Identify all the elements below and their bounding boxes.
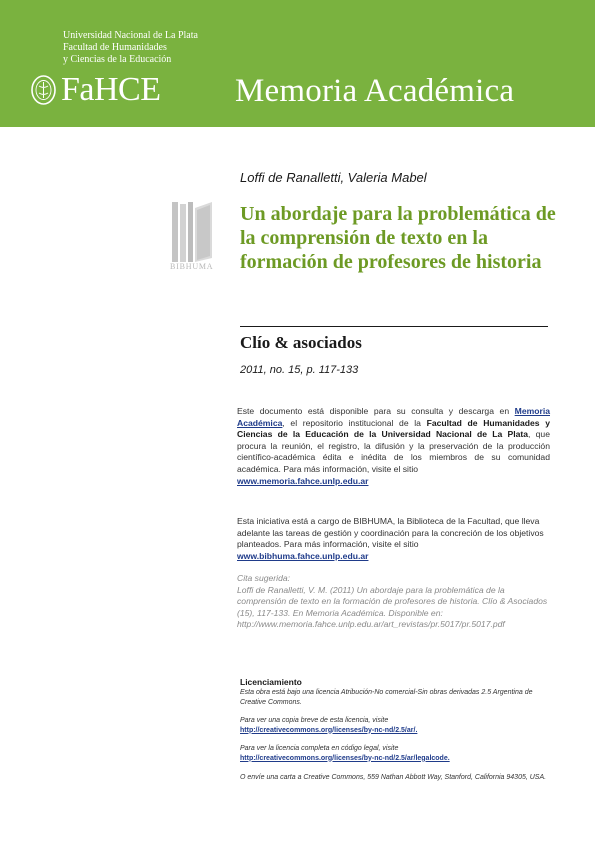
p2-text: Esta iniciativa está a cargo de BIBHUMA, la Biblioteca de la Facultad, que lleva adelante las tareas de gestión y coordinación para la concreción de los objetivos planteados. Para más información, visite el sitio	[237, 516, 544, 550]
faculty-bold-name: Facultad de Humanidades y Ciencias de la Educación de la Universidad Nacional de La Plata	[237, 417, 550, 440]
suggested-citation	[237, 573, 550, 631]
license-short-link[interactable]: http://creativecommons.org/licenses/by-nc-nd/2.5/ar/.	[240, 726, 418, 734]
document-author: Loffi de Ranalletti, Valeria Mabel	[240, 170, 427, 185]
faculty-name-line2: y Ciencias de la Educación	[63, 54, 172, 65]
license-text-1: Esta obra está bajo una licencia Atribución-No comercial-Sin obras derivadas 2.5 Argentina de Creative Commons.	[240, 689, 533, 706]
p1-text-a: Este documento está disponible para su consulta y descarga en	[237, 406, 515, 416]
bibhuma-mark: BIBHUMA	[170, 262, 214, 271]
license-title: Licenciamiento	[240, 677, 302, 687]
journal-name: Clío & asociados	[240, 333, 362, 352]
cita-label: Cita sugerida:	[237, 573, 291, 583]
publication-citation: 2011, no. 15, p. 117-133	[240, 364, 359, 376]
document-title: Un abordaje para la problemática de la comprensión de texto en la formación de profesores de historia	[240, 203, 556, 273]
header-banner	[0, 0, 595, 127]
fahce-logo: FaHCE	[61, 71, 161, 108]
repository-name: Memoria Académica	[235, 73, 515, 109]
university-name: Universidad Nacional de La Plata	[63, 30, 198, 41]
title-divider	[240, 326, 548, 327]
memoria-academica-link[interactable]: Memoria Académica	[237, 406, 550, 428]
memoria-url-link[interactable]: www.memoria.fahce.unlp.edu.ar	[237, 475, 369, 486]
bibhuma-description	[237, 516, 550, 562]
p1-text-b: , el repositorio institucional de la	[282, 417, 427, 428]
license-address: O envíe una carta a Creative Commons, 559 Nathan Abbott Way, Stanford, California 94305, USA.	[240, 774, 547, 781]
license-text-2: Para ver una copia breve de esta licencia, visite	[240, 717, 389, 724]
faculty-name-line1: Facultad de Humanidades	[63, 42, 167, 53]
unlp-seal-icon	[30, 74, 57, 106]
cita-text: Loffi de Ranalletti, V. M. (2011) Un abordaje para la problemática de la comprensión de texto en la formación de profesores de historia. Clío & Asociados (15), 117-133. En Memoria Académica. Disponible en: http://www.memoria.fahce.unlp.edu.ar/art_revistas/pr.5017/pr.5017.pdf	[237, 584, 548, 630]
license-legalcode-link[interactable]: http://creativecommons.org/licenses/by-nc-nd/2.5/ar/legalcode.	[240, 754, 450, 762]
bibhuma-url-link[interactable]: www.bibhuma.fahce.unlp.edu.ar	[237, 550, 369, 561]
license-text-3: Para ver la licencia completa en código legal, visite	[240, 745, 399, 752]
repository-description	[237, 406, 550, 487]
license-short-block	[240, 716, 552, 735]
p1-text-c: , que procura la reunión, el registro, la difusión y la preservación de la producción científico-académica édita e inédita de los miembros de su comunidad académica. Para más información, visite el sitio	[237, 429, 550, 474]
university-name-block	[63, 30, 198, 66]
license-full-block	[240, 744, 552, 763]
